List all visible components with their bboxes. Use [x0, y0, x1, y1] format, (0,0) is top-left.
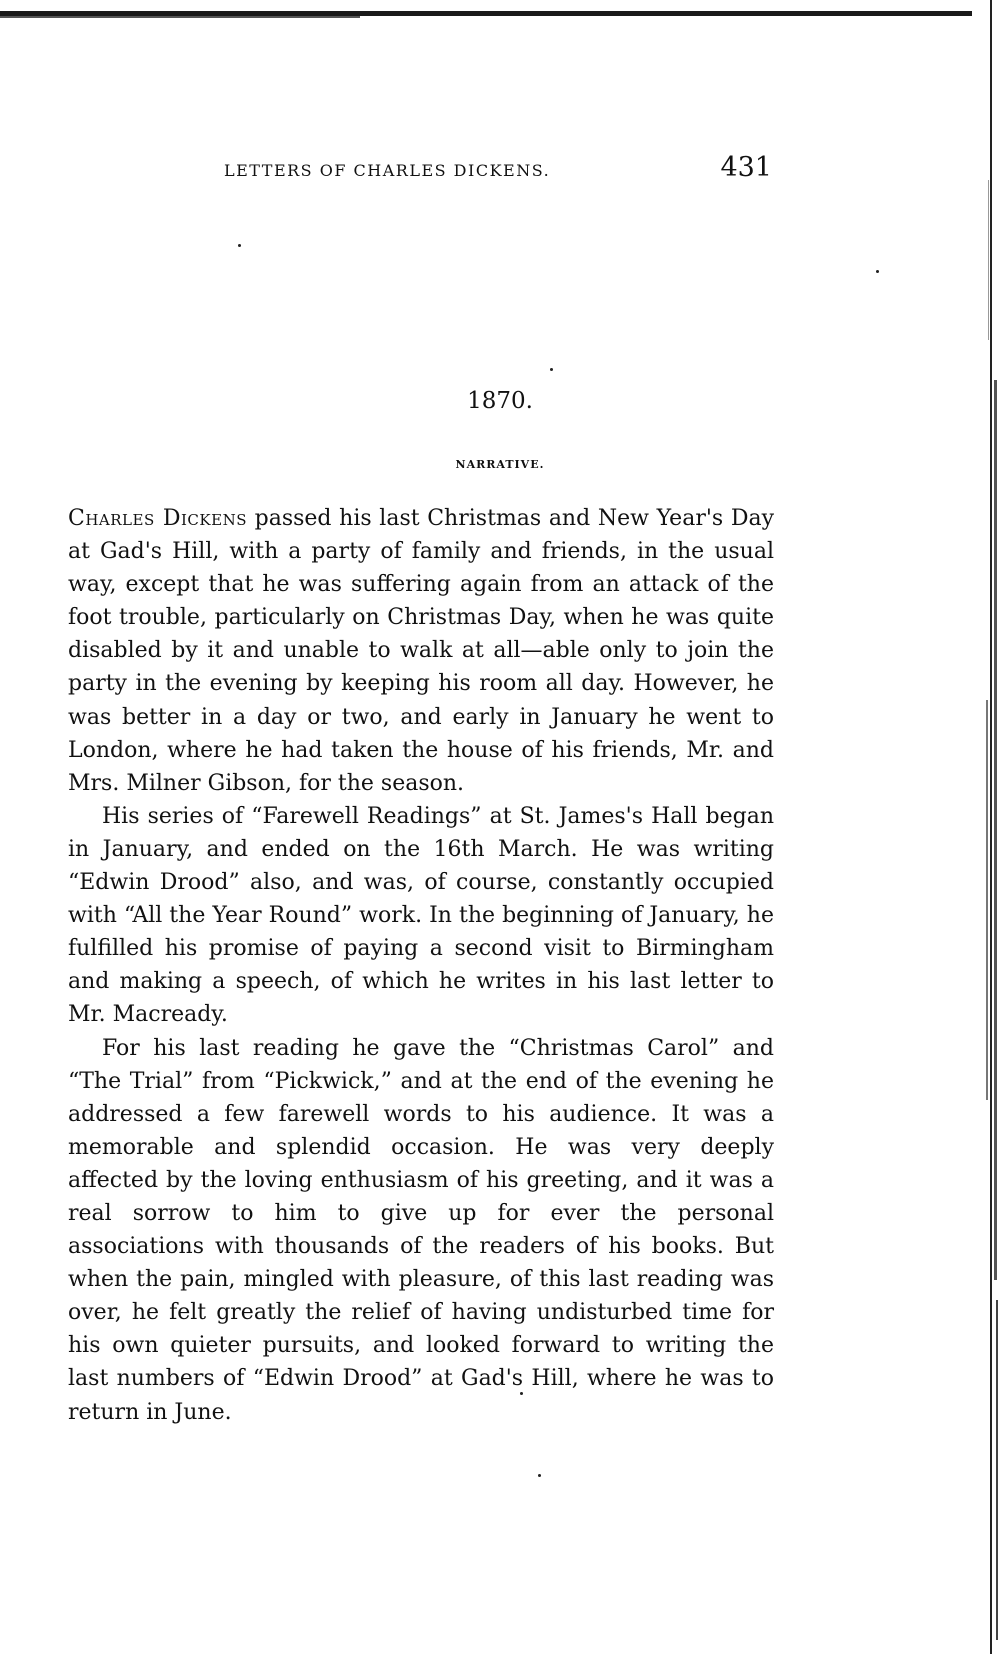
scan-speck	[538, 1474, 541, 1477]
running-head	[224, 152, 772, 183]
scan-speck	[520, 1392, 523, 1395]
scan-speck	[238, 244, 241, 247]
running-head-title: LETTERS OF CHARLES DICKENS.	[224, 161, 551, 180]
paragraph-lead-name: Charles Dickens	[68, 506, 247, 531]
scan-speck	[876, 270, 879, 273]
narrative-body	[68, 502, 774, 1429]
scan-speck	[550, 368, 553, 371]
paragraph-1	[68, 502, 774, 800]
scan-right-page-edge	[970, 0, 1000, 1654]
paragraph-3: For his last reading he gave the “Christmas Carol” and “The Trial” from “Pickwick,” and at the end of the evening he addressed a few farewell words to his audience. It was a memorable and splendid occasion. He was very deeply affected by the loving enthusiasm of his greeting, and it was a real sorrow to him to give up for ever the personal associations with thousands of the readers of his books. But when the pain, mingled with pleasure, of this last reading was over, he felt greatly the relief of having undisturbed time for his own quieter pursuits, and looked forward to writing the last numbers of “Edwin Drood” at Gad's Hill, where he was to return in June.	[68, 1035, 774, 1425]
year-heading: 1870.	[467, 388, 533, 414]
paragraph-2: His series of “Farewell Readings” at St. James's Hall began in January, and ended on the 16th March. He was writing “Edwin Drood” also, and was, of course, constantly occupied with “All the Year Round” work. In the beginning of January, he fulfilled his promise of paying a second visit to Birmingham and making a speech, of which he writes in his last letter to Mr. Macready.	[68, 803, 774, 1028]
scan-top-edge-rule	[0, 8, 972, 20]
section-heading: NARRATIVE.	[455, 458, 545, 471]
page-number: 431	[720, 152, 772, 183]
paragraph-1-text: passed his last Christmas and New Year's Day at Gad's Hill, with a party of family and friends, in the usual way, except that he was suffering again from an attack of the foot trouble, particularly on Christmas Day, when he was quite disabled by it and unable to walk at all—able only to join the party in the evening by keeping his room all day. However, he was better in a day or two, and early in January he went to London, where he had taken the house of his friends, Mr. and Mrs. Milner Gibson, for the season.	[68, 506, 775, 796]
